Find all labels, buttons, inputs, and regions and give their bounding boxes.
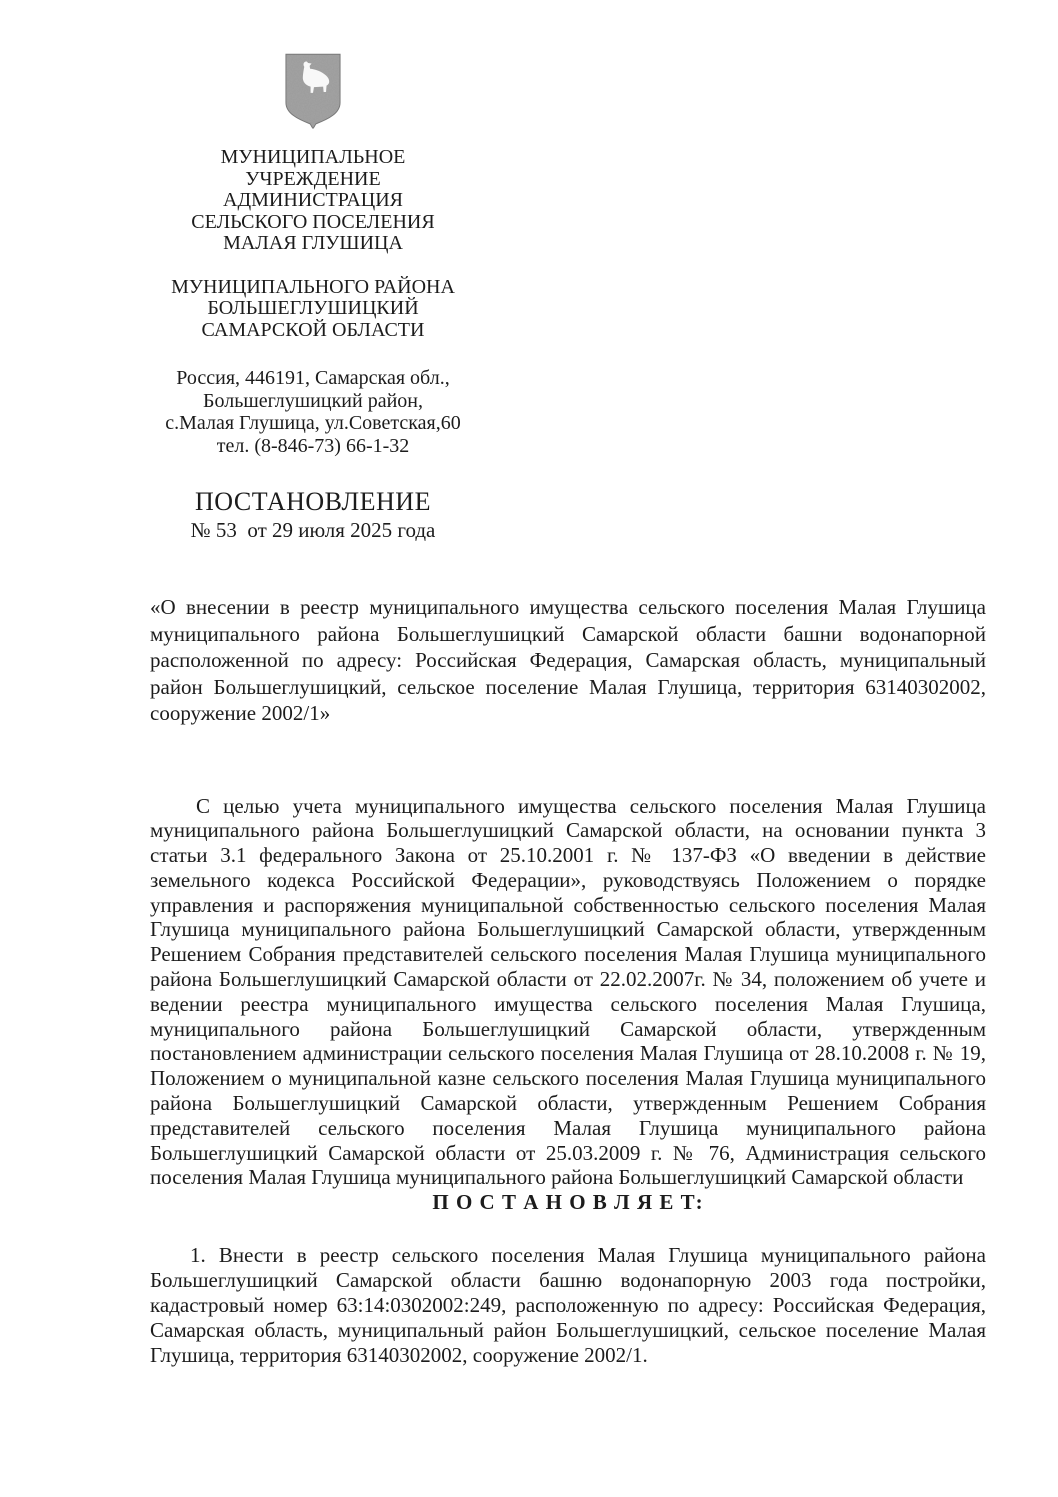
org-name-line: СЕЛЬСКОГО ПОСЕЛЕНИЯ — [191, 210, 435, 233]
district-name — [132, 277, 494, 342]
address-line: с.Малая Глушица, ул.Советская,60 — [165, 412, 461, 434]
org-name-line: АДМИНИСТРАЦИЯ — [223, 189, 403, 211]
org-name-line: МАЛАЯ ГЛУШИЦА — [223, 232, 403, 254]
document-body — [150, 594, 986, 1368]
org-name-line: МУНИЦИПАЛЬНОЕ — [220, 146, 406, 168]
letterhead — [132, 52, 494, 542]
org-name — [132, 147, 494, 255]
document-type-title: ПОСТАНОВЛЕНИЕ — [195, 487, 431, 516]
district-name-line: МУНИЦИПАЛЬНОГО РАЙОНА — [171, 275, 455, 298]
preamble-paragraph: С целью учета муниципального имущества сельского поселения Малая Глушица муниципального района Большеглушицкий Самарской области, на основании пункта 3 статьи 3.1 федерального Закона от 25.10.2001 г. № 137-ФЗ «О введении в действие земельного кодекса Российской Федерации», руководствуясь Положением о порядке управления и распоряжения муниципальной собственностью сельского поселения Малая Глушица муниципального района Большеглушицкий Самарской области, утвержденным Решением Собрания представителей сельского поселения Малая Глушица муниципального района Большеглушицкий Самарской области от 22.02.2007г. № 34, положением об учете и ведении реестра муниципального имущества сельского поселения Малая Глушица, муниципального района Большеглушицкий Самарской области, утвержденным постановлением администрации сельского поселения Малая Глушица от 28.10.2008 г. № 19, Положением о муниципальной казне сельского поселения Малая Глушица муниципального района Большеглушицкий Самарской области, утвержденным Решением Собрания представителей сельского поселения Малая Глушица муниципального района Большеглушицкий Самарской области от 25.03.2009 г. № 76, Администрация сельского поселения Малая Глушица муниципального района Большеглушицкий Самарской области — [150, 793, 986, 1190]
resolves-heading: П О С Т А Н О В Л Я Е Т: — [432, 1190, 704, 1215]
district-name-line: САМАРСКОЙ ОБЛАСТИ — [201, 318, 425, 341]
coat-of-arms-icon — [284, 52, 342, 130]
subject-paragraph: «О внесении в реестр муниципального имущества сельского поселения Малая Глушица муниципального района Большеглушицкий Самарской области башни водонапорной расположенной по адресу: Российская Федерация, Самарская область, муниципальный район Большеглушицкий, сельское поселение Малая Глушица, территория 63140302002, сооружение 2002/1» — [150, 595, 986, 725]
address-line: Россия, 446191, Самарская обл., — [176, 367, 450, 389]
org-address — [132, 367, 494, 457]
address-line: Большеглушицкий район, — [203, 389, 423, 412]
resolution-item: 1. Внести в реестр сельского поселения Малая Глушица муниципального района Большеглушицкий Самарской области башню водонапорную 2003 года постройки, кадастровый номер 63:14:0302002:249, расположенную по адресу: Российская Федерация, Самарская область, муниципальный район Большеглушицкий, сельское поселение Малая Глушица, территория 63140302002, сооружение 2002/1. — [150, 1243, 986, 1368]
address-line: тел. (8-846-73) 66-1-32 — [216, 434, 410, 457]
document-number-date: № 53 от 29 июля 2025 года — [190, 518, 436, 542]
resolution-items — [150, 1243, 986, 1368]
org-name-line: УЧРЕЖДЕНИЕ — [245, 167, 381, 190]
district-name-line: БОЛЬШЕГЛУШИЦКИЙ — [207, 297, 419, 319]
